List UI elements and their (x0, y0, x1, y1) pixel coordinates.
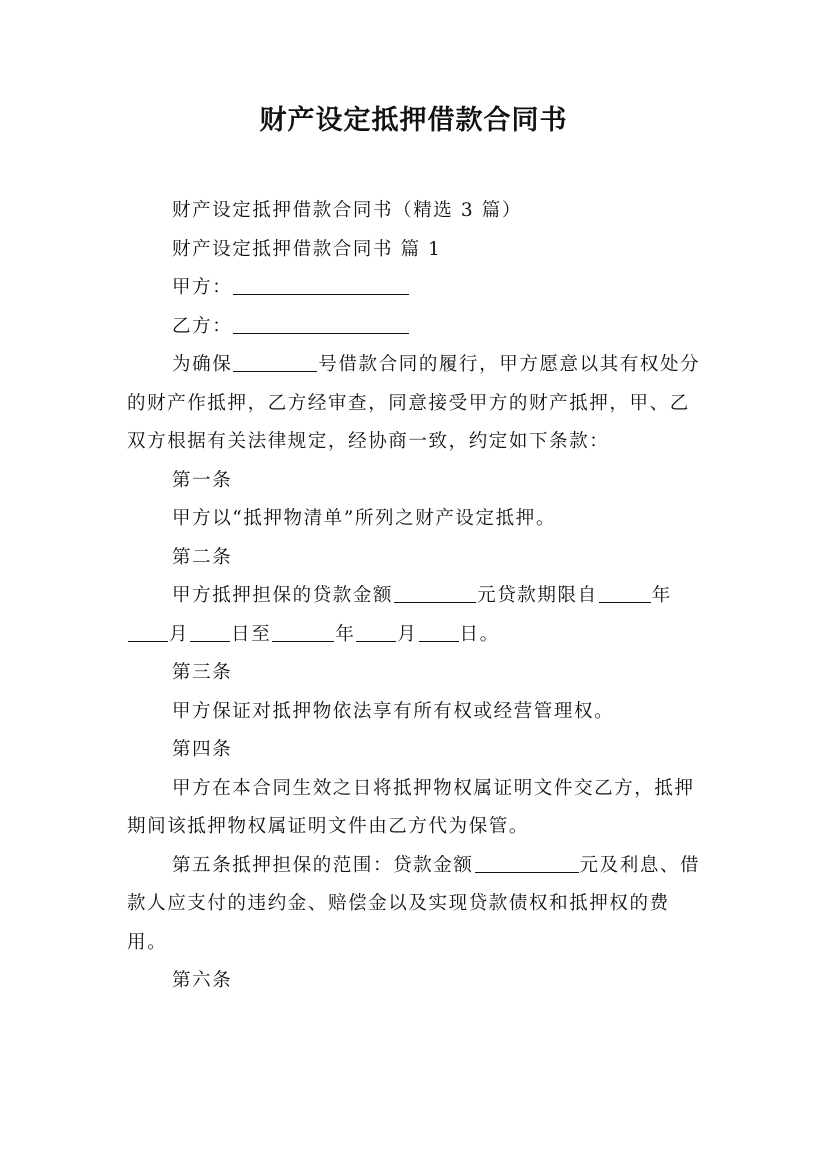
intro-paragraph (127, 346, 707, 462)
article-3-heading: 第三条 (172, 662, 233, 683)
article-3-text: 甲方保证对抵押物依法享有所有权或经营管理权。 (172, 700, 615, 722)
article-5-text (127, 847, 707, 963)
article-4-text: 甲方在本合同生效之日将抵押物权属证明文件交乙方，抵押期间该抵押物权属证明文件由乙方代为保管。 (127, 777, 695, 837)
guarantee-amount-blank (475, 854, 579, 873)
start-year-blank (599, 584, 651, 603)
year-label: 年 (651, 585, 672, 606)
loan-amount-blank (394, 584, 476, 603)
article-1-text: 甲方以“抵押物清单”所列之财产设定抵押。 (172, 508, 556, 529)
end-day-blank (419, 623, 459, 642)
end-month-blank (356, 623, 396, 642)
day-to-label: 日至 (231, 623, 272, 645)
article-2-text (127, 577, 707, 654)
year-label-2: 年 (335, 623, 356, 645)
intro-prefix: 为确保 (172, 354, 233, 375)
party-b-line (127, 308, 707, 347)
article-6-heading: 第六条 (172, 970, 233, 991)
month-label: 月 (169, 623, 190, 645)
party-a-line (127, 269, 707, 308)
start-day-blank (190, 623, 230, 642)
article-5-rest: 元及利息、借款人应支付的违约金、赔偿金以及实现贷款债权和抵押权的费用。 (127, 854, 701, 953)
subtitle: 财产设定抵押借款合同书（精选 3 篇） (172, 200, 522, 221)
section-heading: 财产设定抵押借款合同书 篇 1 (172, 238, 442, 260)
day-end-label: 日。 (459, 623, 500, 645)
party-a-label: 甲方： (172, 277, 233, 298)
party-b-label: 乙方： (172, 315, 233, 337)
month-label-2: 月 (397, 623, 418, 645)
party-b-blank (233, 315, 409, 334)
article-2-term-label: 元贷款期限自 (477, 585, 598, 606)
article-1-heading: 第一条 (172, 469, 233, 491)
article-5-label: 第五条抵押担保的范围：贷款金额 (172, 854, 474, 876)
article-2-heading: 第二条 (172, 546, 233, 568)
article-4-heading: 第四条 (172, 739, 233, 760)
document-title: 财产设定抵押借款合同书 (259, 105, 568, 136)
end-year-blank (272, 623, 334, 642)
document-body (127, 192, 707, 1001)
contract-number-blank (233, 353, 317, 372)
party-a-blank (233, 276, 409, 295)
article-2-amount-label: 甲方抵押担保的贷款金额 (172, 585, 394, 606)
intro-rest: 号借款合同的履行，甲方愿意以其有权处分的财产作抵押，乙方经审查，同意接受甲方的财产抵押，甲、乙双方根据有关法律规定，经协商一致，约定如下条款： (127, 354, 701, 452)
start-month-blank (128, 623, 168, 642)
